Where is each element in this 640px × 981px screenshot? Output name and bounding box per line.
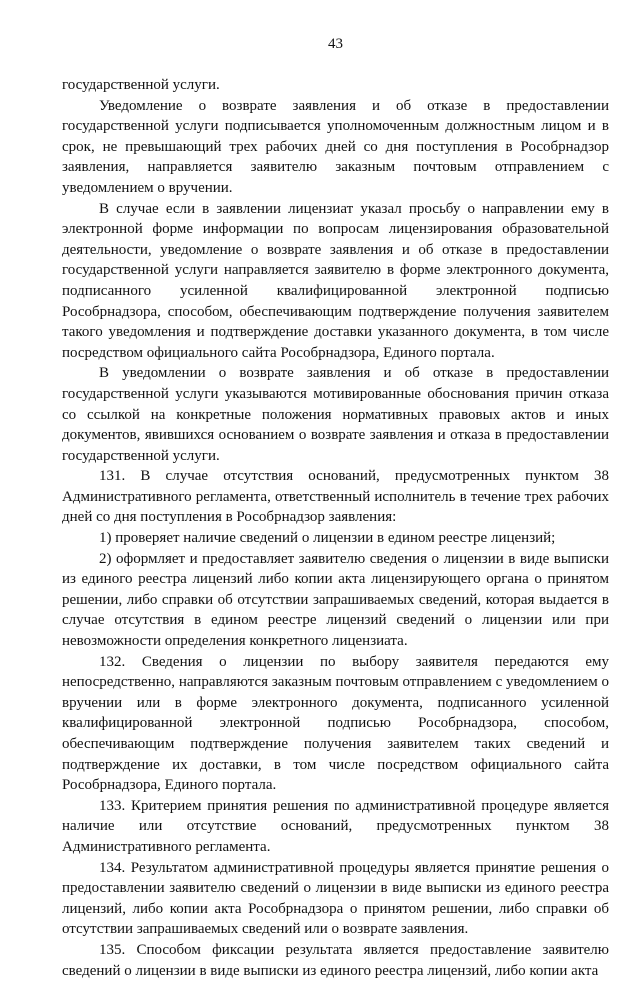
paragraph-131-item-2: 2) оформляет и предоставляет заявителю сведения о лицензии в виде выписки из единого реестра лицензий либо копии акта лицензирующего органа о принятом решении, либо справки об отсутствии запрашиваемых сведений, которая выдается в случае отсутствия в едином реестре лицензий сведений о лицензии или при невозможности определения конкретного лицензиата.	[62, 550, 609, 650]
paragraph-notification-reasons: В уведомлении о возврате заявления и об отказе в предоставлении государственной услуги указываются мотивированные обоснования причин отказа со ссылкой на конкретные положения нормативных правовых актов и иных документов, явившихся основанием о возврате заявления и отказа в предоставлении государственной услуги.	[62, 365, 609, 464]
paragraph-electronic-notification: В случае если в заявлении лицензиат указал просьбу о направлении ему в электронной форме информации по вопросам лицензирования образовательной деятельности, уведомление о возврате заявления и об отказе в предоставлении государственной услуги направляется заявителю в форме электронного документа, подписанного усиленной квалифицированной электронной подписью Рособрнадзора, способом, обеспечивающим подтверждение получения заявителем такого уведомления и подтверждение доставки указанного документа, в том числе посредством официального сайта Рособрнадзора, Единого портала.	[62, 200, 609, 361]
paragraph-135: 135. Способом фиксации результата является предоставление заявителю сведений о лицензии в виде выписки из единого реестра лицензий, либо копии акта	[62, 941, 609, 979]
paragraph-notification-signing: Уведомление о возврате заявления и об отказе в предоставлении государственной услуги подписывается уполномоченным должностным лицом и в срок, не превышающий трех рабочих дней со дня поступления в Рособрнадзор заявления, направляется заявителю заказным почтовым отправлением с уведомлением о вручении.	[62, 97, 609, 196]
paragraph-131: 131. В случае отсутствия оснований, предусмотренных пунктом 38 Административного регламента, ответственный исполнитель в течение трех рабочих дней со дня поступления в Рособрнадзор заявления:	[62, 468, 609, 526]
paragraph-131-item-1: 1) проверяет наличие сведений о лицензии в едином реестре лицензий;	[99, 530, 556, 547]
paragraph-continuation: государственной услуги.	[62, 77, 220, 93]
paragraph-132: 132. Сведения о лицензии по выбору заявителя передаются ему непосредственно, направляются заказным почтовым отправлением с уведомлением о вручении или в форме электронного документа, подписанного усиленной квалифицированной электронной подписью Рособрнадзора, способом, обеспечивающим подтверждение получения заявителем таких сведений и подтверждение их доставки, в том числе посредством официального сайта Рособрнадзора, Единого портала.	[62, 653, 609, 794]
paragraph-133: 133. Критерием принятия решения по административной процедуре является наличие или отсутствие оснований, предусмотренных пунктом 38 Административного регламента.	[62, 797, 609, 855]
paragraph-134: 134. Результатом административной процедуры является принятие решения о предоставлении заявителю сведений о лицензии в виде выписки из единого реестра лицензий, либо копии акта Рособрнадзора о принятом решении, либо справки об отсутствии запрашиваемых сведений или о возврате заявления.	[62, 859, 609, 938]
page-number: 43	[328, 36, 343, 52]
